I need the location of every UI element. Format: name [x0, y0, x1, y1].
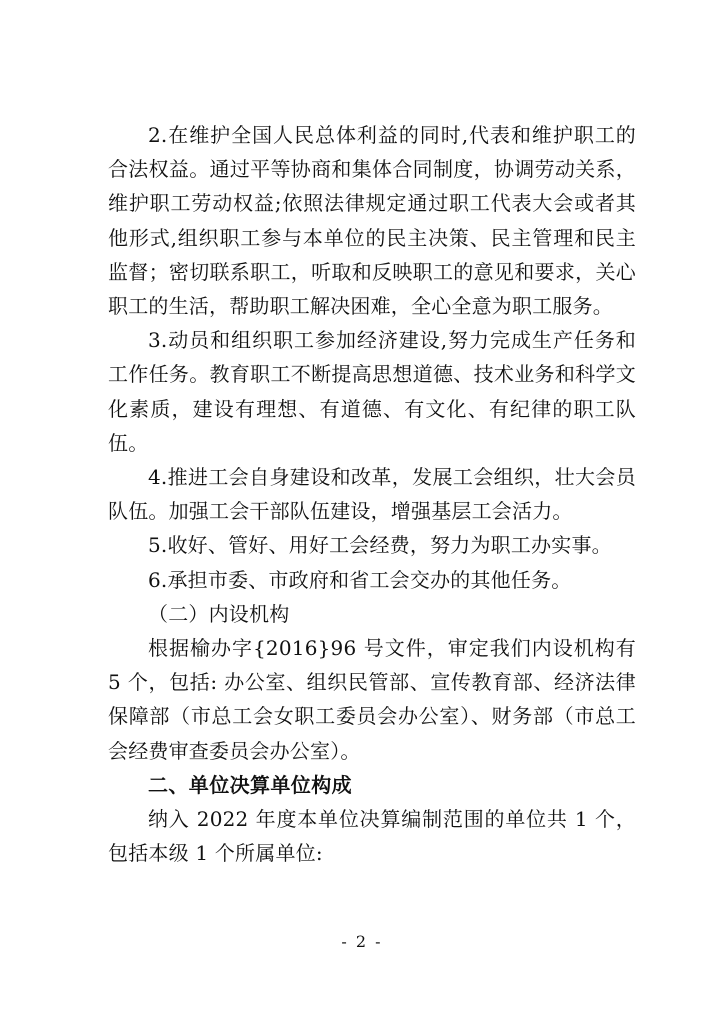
paragraph-duty-3: 3.动员和组织职工参加经济建设,努力完成生产任务和工作任务。教育职工不断提高思想道德、技术业务和科学文化素质，建设有理想、有道德、有文化、有纪律的职工队伍。 [108, 328, 636, 455]
subheading-internal-structure: （二）内设机构 [148, 601, 290, 626]
paragraph-duty-4: 4.推进工会自身建设和改革，发展工会组织，壮大会员队伍。加强工会干部队伍建设，增强基层工会活力。 [108, 465, 636, 524]
paragraph-duty-6: 6.承担市委、市政府和省工会交办的其他任务。 [148, 567, 572, 592]
section-heading-unit-composition: 二、单位决算单位构成 [148, 772, 352, 797]
paragraph-internal-structure: 根据榆办字{2016}96 号文件，审定我们内设机构有 5 个，包括: 办公室、组织民管部、宣传教育部、经济法律保障部（市总工会女职工委员会办公室）、财务部（市总工会经费审查委员会办公室）。 [108, 636, 636, 763]
paragraph-duty-5: 5.收好、管好、用好工会经费，努力为职工办实事。 [148, 533, 612, 558]
document-body [108, 118, 636, 870]
paragraph-duty-2: 2.在维护全国人民总体利益的同时,代表和维护职工的合法权益。通过平等协商和集体合同制度，协调劳动关系，维护职工劳动权益;依照法律规定通过职工代表大会或者其他形式,组织职工参与本单位的民主决策、民主管理和民主监督；密切联系职工，听取和反映职工的意见和要求，关心职工的生活，帮助职工解决困难，全心全意为职工服务。 [108, 123, 636, 319]
paragraph-unit-composition: 纳入 2022 年度本单位决算编制范围的单位共 1 个，包括本级 1 个所属单位: [108, 807, 636, 866]
page-number: - 2 - [341, 932, 383, 951]
